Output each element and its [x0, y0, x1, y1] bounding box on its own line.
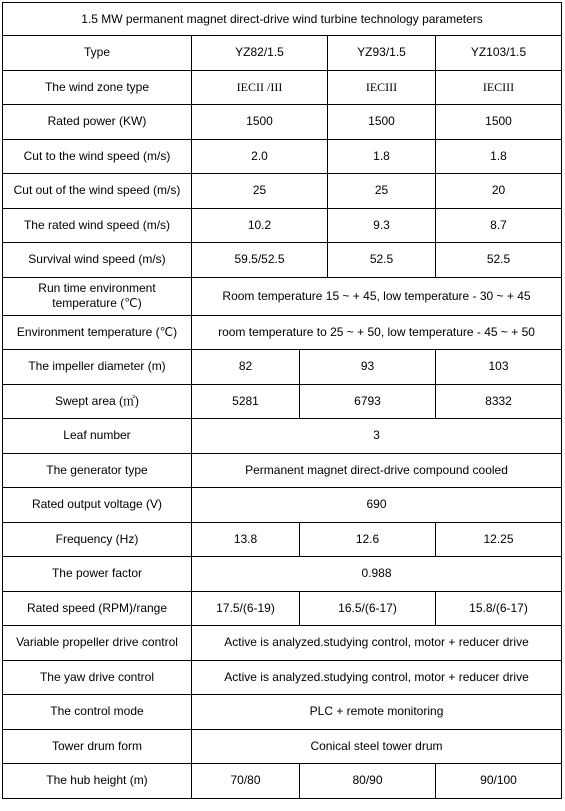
value-cell: 5281 — [192, 384, 300, 419]
row-label: Cut out of the wind speed (m/s) — [3, 174, 192, 209]
model-header: YZ82/1.5 — [192, 36, 328, 71]
value-cell: 1.8 — [436, 139, 562, 174]
value-cell: 1500 — [328, 105, 436, 140]
row-label: Run time environment temperature (℃) — [3, 277, 192, 315]
value-cell: 0.988 — [192, 557, 562, 592]
value-cell: 80/90 — [300, 764, 436, 799]
table-row-yaw-drive — [3, 660, 562, 695]
value-cell: 1500 — [436, 105, 562, 140]
table-row-generator — [3, 453, 562, 488]
model-header: YZ103/1.5 — [436, 36, 562, 71]
row-label: Cut to the wind speed (m/s) — [3, 139, 192, 174]
value-cell: 1500 — [192, 105, 328, 140]
row-label: Tower drum form — [3, 729, 192, 764]
table-row-control-mode — [3, 695, 562, 730]
value-cell: 8332 — [436, 384, 562, 419]
table-row-env-temp — [3, 315, 562, 350]
table-row-hub-height — [3, 764, 562, 799]
row-label: Variable propeller drive control — [3, 626, 192, 661]
value-cell: 103 — [436, 350, 562, 385]
value-cell: PLC + remote monitoring — [192, 695, 562, 730]
value-cell: 12.6 — [300, 522, 436, 557]
table-row-wind-zone — [3, 70, 562, 105]
value-cell: 9.3 — [328, 208, 436, 243]
value-cell: 52.5 — [436, 243, 562, 278]
row-label: Rated speed (RPM)/range — [3, 591, 192, 626]
row-label: The hub height (m) — [3, 764, 192, 799]
value-cell: 59.5/52.5 — [192, 243, 328, 278]
table-row-survival-wind — [3, 243, 562, 278]
table-row-frequency — [3, 522, 562, 557]
value-cell: 690 — [192, 488, 562, 523]
value-cell: 6793 — [300, 384, 436, 419]
table-row-cut-out — [3, 174, 562, 209]
value-cell: 15.8/(6-17) — [436, 591, 562, 626]
value-cell: 13.8 — [192, 522, 300, 557]
value-cell: Room temperature 15 ~ + 45, low temperature - 30 ~ + 45 — [192, 277, 562, 315]
value-cell: Active is analyzed.studying control, motor + reducer drive — [192, 626, 562, 661]
value-cell: 93 — [300, 350, 436, 385]
value-cell: 12.25 — [436, 522, 562, 557]
value-cell: 16.5/(6-17) — [300, 591, 436, 626]
row-label: Swept area (㎡) — [3, 384, 192, 419]
table-row-cut-in — [3, 139, 562, 174]
value-cell: 17.5/(6-19) — [192, 591, 300, 626]
table-row-tower — [3, 729, 562, 764]
wind-turbine-spec-table — [2, 2, 562, 799]
row-label: The control mode — [3, 695, 192, 730]
row-label: Rated output voltage (V) — [3, 488, 192, 523]
row-label: Type — [3, 36, 192, 71]
table-row-rated-power — [3, 105, 562, 140]
row-label: Environment temperature (℃) — [3, 315, 192, 350]
table-row-swept — [3, 384, 562, 419]
row-label: Leaf number — [3, 419, 192, 454]
row-label: Frequency (Hz) — [3, 522, 192, 557]
value-cell: 70/80 — [192, 764, 300, 799]
row-label: The impeller diameter (m) — [3, 350, 192, 385]
value-cell: IECIII — [328, 70, 436, 105]
table-title: 1.5 MW permanent magnet direct-drive wind turbine technology parameters — [3, 3, 562, 36]
value-cell: IECII /III — [192, 70, 328, 105]
spec-table-container — [2, 2, 561, 799]
value-cell: 52.5 — [328, 243, 436, 278]
table-row-rated-wind — [3, 208, 562, 243]
table-row-rated-speed — [3, 591, 562, 626]
value-cell: room temperature to 25 ~ + 50, low temperature - 45 ~ + 50 — [192, 315, 562, 350]
table-row-type — [3, 36, 562, 71]
value-cell: Conical steel tower drum — [192, 729, 562, 764]
value-cell: Permanent magnet direct-drive compound cooled — [192, 453, 562, 488]
value-cell: Active is analyzed.studying control, motor + reducer drive — [192, 660, 562, 695]
model-header: YZ93/1.5 — [328, 36, 436, 71]
table-row-pitch-drive — [3, 626, 562, 661]
table-row-leaf — [3, 419, 562, 454]
table-title-row — [3, 3, 562, 36]
value-cell: 10.2 — [192, 208, 328, 243]
row-label: The power factor — [3, 557, 192, 592]
value-cell: 90/100 — [436, 764, 562, 799]
row-label: Survival wind speed (m/s) — [3, 243, 192, 278]
value-cell: 82 — [192, 350, 300, 385]
value-cell: 25 — [328, 174, 436, 209]
row-label: The rated wind speed (m/s) — [3, 208, 192, 243]
table-row-run-temp — [3, 277, 562, 315]
row-label: The generator type — [3, 453, 192, 488]
row-label: The yaw drive control — [3, 660, 192, 695]
table-row-voltage — [3, 488, 562, 523]
value-cell: 3 — [192, 419, 562, 454]
row-label: The wind zone type — [3, 70, 192, 105]
value-cell: 1.8 — [328, 139, 436, 174]
value-cell: IECIII — [436, 70, 562, 105]
row-label: Rated power (KW) — [3, 105, 192, 140]
value-cell: 25 — [192, 174, 328, 209]
table-row-power-factor — [3, 557, 562, 592]
table-row-impeller — [3, 350, 562, 385]
value-cell: 20 — [436, 174, 562, 209]
value-cell: 8.7 — [436, 208, 562, 243]
value-cell: 2.0 — [192, 139, 328, 174]
